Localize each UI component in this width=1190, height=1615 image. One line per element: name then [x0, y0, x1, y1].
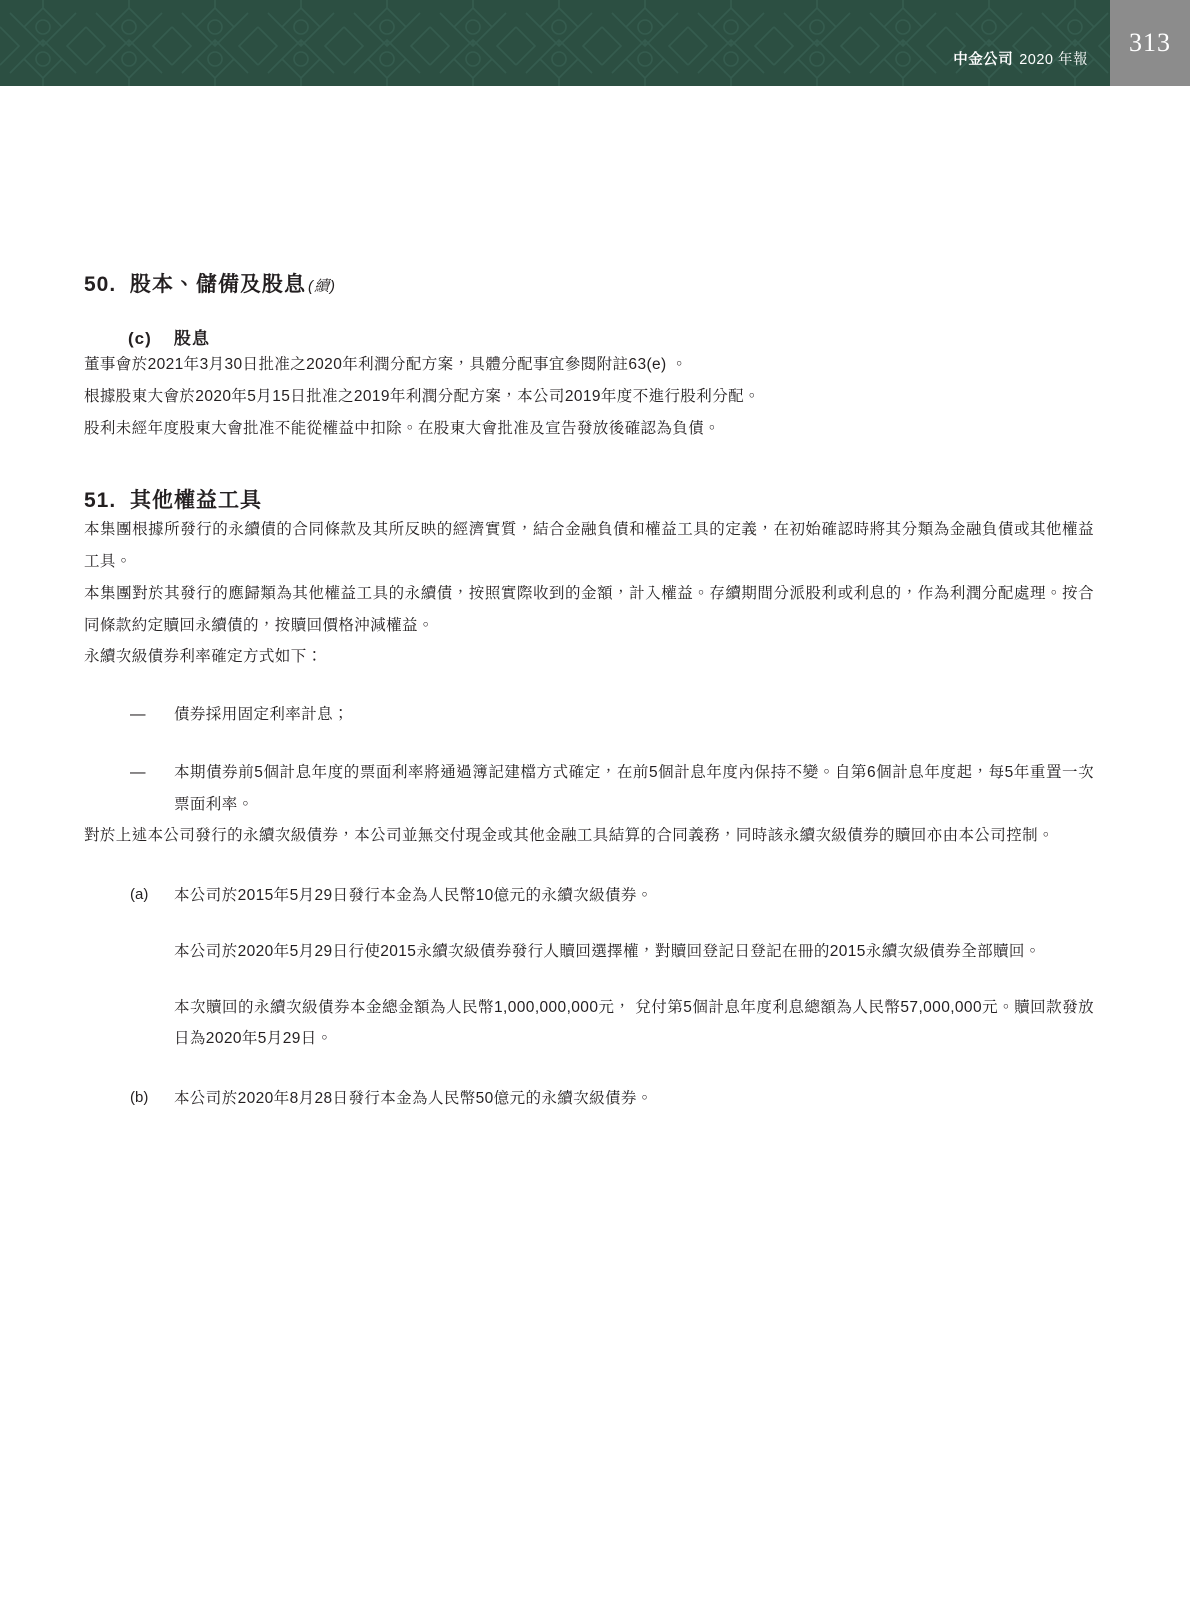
- section-51-bullet-1-body: [174, 699, 1094, 731]
- section-50-paragraph-1: 董事會於2021年3月30日批准之2020年利潤分配方案，具體分配事宜參閱附註63(e) 。: [84, 356, 688, 373]
- section-51-bullet-1-mark: —: [130, 706, 146, 724]
- section-51-bullet-2-body: [174, 757, 1094, 821]
- section-51-item-a-mark: (a): [130, 886, 149, 904]
- section-50-subsection-title: 股息: [174, 329, 210, 348]
- section-51-item-b-body: [174, 1083, 1094, 1115]
- section-51-item-b-mark: (b): [130, 1089, 149, 1107]
- section-51-bullet-1-text: 債券採用固定利率計息；: [174, 706, 349, 724]
- section-50-paragraph-2: 根據股東大會於2020年5月15日批准之2019年利潤分配方案，本公司2019年度不進行股利分配。: [84, 387, 760, 405]
- section-51-item-b: [130, 1083, 1094, 1115]
- header-company-name: 中金公司: [953, 52, 1014, 68]
- section-51-bullet-2-mark: —: [130, 763, 146, 781]
- section-50-heading: [84, 268, 1094, 298]
- section-51-heading: [84, 484, 1094, 514]
- section-50-title: 股本、儲備及股息: [130, 273, 306, 296]
- section-50-number: 50.: [84, 273, 117, 296]
- section-50: [84, 268, 1094, 444]
- section-51-number: 51.: [84, 489, 117, 513]
- section-51-item-a: [130, 880, 1094, 1055]
- section-51-item-a-paragraph-2: 本公司於2020年5月29日行使2015永續次級債券發行人贖回選擇權，對贖回登記日登記在冊的2015永續次級債券全部贖回。: [174, 942, 1041, 960]
- section-51-item-b-paragraph-1: 本公司於2020年8月28日發行本金為人民幣50億元的永續次級債券。: [174, 1090, 653, 1108]
- section-51-paragraph-after-bullets: 對於上述本公司發行的永續次級債券，本公司並無交付現金或其他金融工具結算的合同義務，同時該永續次級債券的贖回亦由本公司控制。: [84, 827, 1054, 845]
- section-51: [84, 484, 1094, 1115]
- section-51-paragraph-1: 本集團根據所發行的永續債的合同條款及其所反映的經濟實質，結合金融負債和權益工具的定義，在初始確認時將其分類為金融負債或其他權益工具。: [84, 521, 1094, 571]
- section-50-subsection-label: (c): [128, 329, 152, 348]
- section-51-item-a-body: [174, 880, 1094, 1055]
- section-51-bullet-2-text: 本期債券前5個計息年度的票面利率將通過簿記建檔方式確定，在前5個計息年度內保持不變。自第6個計息年度起，每5年重置一次票面利率。: [174, 763, 1094, 813]
- page-number: 313: [1110, 0, 1190, 86]
- section-51-item-a-paragraph-1: 本公司於2015年5月29日發行本金為人民幣10億元的永續次級債券。: [174, 887, 653, 905]
- section-51-paragraph-3: 永續次級債券利率確定方式如下：: [84, 648, 323, 666]
- header-right-group: [953, 0, 1190, 86]
- page-header: [0, 0, 1190, 86]
- header-year-label: 2020 年報: [1019, 52, 1088, 68]
- section-51-item-a-paragraph-3: 本次贖回的永續次級債券本金總金額為人民幣1,000,000,000元， 兌付第5個計息年度利息總額為人民幣57,000,000元。贖回款發放日為2020年5月29日。: [174, 998, 1094, 1048]
- section-50-subsection-heading: [84, 324, 1094, 349]
- header-meta: [953, 0, 1110, 69]
- section-51-paragraph-2: 本集團對於其發行的應歸類為其他權益工具的永續債，按照實際收到的金額，計入權益。存續期間分派股利或利息的，作為利潤分配處理。按合同條款約定贖回永續債的，按贖回價格沖減權益。: [84, 584, 1094, 634]
- section-50-continued: (續): [308, 278, 336, 295]
- section-50-paragraph-3: 股利未經年度股東大會批准不能從權益中扣除。在股東大會批准及宣告發放後確認為負債。: [84, 419, 721, 437]
- page-content: [0, 268, 1190, 1115]
- section-51-bullet-1: [130, 699, 1094, 731]
- section-51-title: 其他權益工具: [130, 489, 262, 513]
- section-51-bullet-2: [130, 757, 1094, 821]
